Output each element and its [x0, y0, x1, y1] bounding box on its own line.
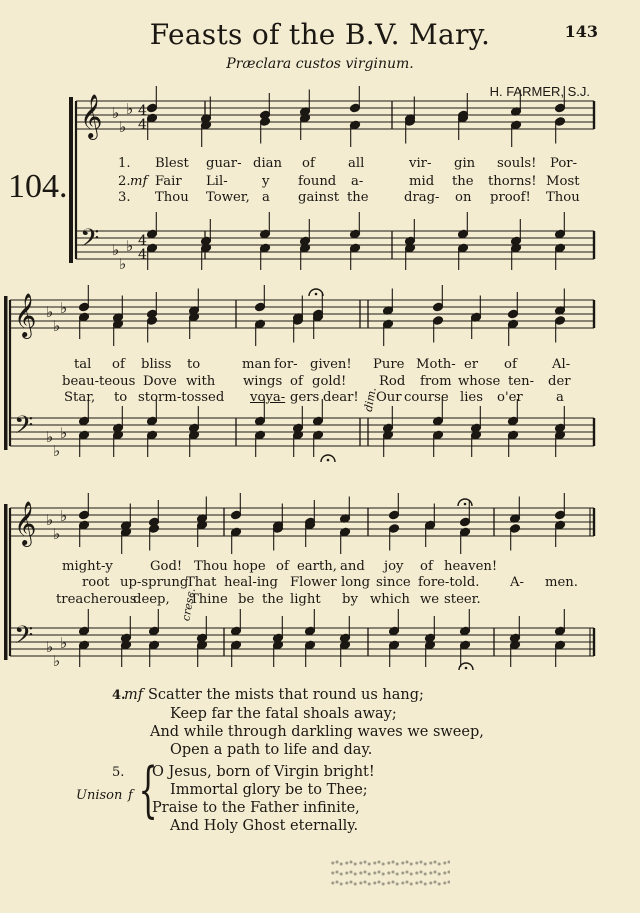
stanza-line: Praise to the Father infinite,	[152, 800, 360, 816]
lyric-word: wings	[243, 374, 283, 389]
lyric-word: which	[370, 592, 410, 607]
fermata-dot	[464, 503, 467, 506]
system-bracket	[69, 97, 73, 263]
lyric-word: Moth-	[416, 357, 456, 372]
lyric-word: Lil-	[206, 174, 228, 189]
lyric-word: the	[262, 592, 284, 607]
dynamic-marking: mf	[130, 174, 148, 189]
lyric-word: on	[455, 190, 472, 205]
lyric-word: of	[302, 156, 315, 171]
flat-symbol: ♭	[112, 241, 120, 259]
flat-symbol: ♭	[126, 100, 134, 118]
lyric-word: er	[464, 357, 479, 372]
lyric-word: and	[340, 559, 365, 574]
lyric-word: found	[298, 174, 337, 189]
tune-name: Præclara custos virginum.	[226, 56, 414, 72]
lyric-word: gainst	[298, 190, 340, 205]
lyric-word: guar-	[206, 156, 242, 171]
time-signature: 4	[138, 103, 147, 119]
hymn-number: 104.	[8, 168, 68, 205]
stanza-line: Open a path to life and day.	[170, 742, 373, 758]
lyric-word: given!	[310, 357, 352, 372]
lyric-word: fore-told.	[418, 575, 480, 590]
verse2-number: 2.	[118, 174, 131, 189]
lyric-word: from	[420, 374, 452, 389]
flat-symbol: ♭	[112, 104, 120, 122]
stanza-line: And Holy Ghost eternally.	[170, 818, 359, 834]
lyric-word: long	[341, 575, 371, 590]
dynamic-marking: f	[128, 788, 133, 803]
flat-symbol: ♭	[126, 237, 134, 255]
dim-marking: dim.	[361, 386, 379, 413]
lyric-word: deep,	[133, 592, 170, 607]
lyric-word: Rod	[379, 374, 406, 389]
lyric-word: a	[556, 390, 564, 405]
unison-marking: Unison	[76, 788, 123, 803]
stanza-line: Immortal glory be to Thee;	[170, 782, 368, 798]
lyric-word: Dove	[143, 374, 177, 389]
lyric-word: vir-	[409, 156, 432, 171]
lyric-word: y	[262, 174, 270, 189]
bass-clef: 𝄢	[14, 411, 34, 446]
flat-symbol: ♭	[60, 299, 68, 317]
lyric-word: Al-	[552, 357, 571, 372]
lyric-word: course	[404, 390, 449, 405]
lyric-word: to	[187, 357, 201, 372]
dynamic-marking: mf	[124, 687, 144, 703]
composer-credit: H. FARMER, S.J.	[489, 84, 590, 99]
hymn-title: Feasts of the B.V. Mary.	[149, 18, 491, 51]
fermata-dot	[465, 667, 468, 670]
flat-symbol: ♭	[46, 638, 54, 656]
lyric-word: Pure	[373, 357, 405, 372]
flat-symbol: ♭	[60, 634, 68, 652]
lyric-word: voya-	[250, 390, 286, 405]
flat-symbol: ♭	[53, 442, 61, 460]
lyric-word: the	[347, 190, 369, 205]
lyric-word: souls!	[497, 156, 537, 171]
lyric-word: joy	[384, 559, 404, 574]
lyric-word: a	[262, 190, 270, 205]
verse1-number: 1.	[118, 156, 131, 171]
lyric-word: lies	[460, 390, 484, 405]
lyric-word: whose	[458, 374, 501, 389]
lyric-word: all	[348, 156, 365, 171]
lyric-word: hope	[233, 559, 266, 574]
lyric-word: of	[290, 374, 303, 389]
lyric-word: Thine	[190, 592, 228, 607]
lyric-word: a-	[351, 174, 364, 189]
lyric-word: root	[82, 575, 110, 590]
lyric-word: of	[276, 559, 289, 574]
treble-clef: 𝄞	[14, 293, 37, 337]
flat-symbol: ♭	[119, 118, 127, 136]
lyric-word: heaven!	[444, 559, 498, 574]
cresc-marking: cresc.	[179, 587, 198, 622]
lyric-word: beau-teous	[62, 374, 136, 389]
stanza-line: Scatter the mists that round us hang;	[148, 687, 424, 703]
lyric-word: treacherous	[56, 592, 137, 607]
lyric-word: Thou	[546, 190, 580, 205]
lyric-word: proof!	[490, 190, 531, 205]
lyric-word: might-y	[62, 559, 113, 574]
lyric-word: o'er	[497, 390, 523, 405]
lyric-word: we	[420, 592, 440, 607]
lyric-word: Most	[546, 174, 580, 189]
lyric-word: God!	[150, 559, 183, 574]
lyric-word: of	[420, 559, 433, 574]
time-signature: 4	[138, 233, 147, 249]
lyric-word: Tower,	[206, 190, 250, 205]
fermata-dot	[327, 459, 330, 462]
lyric-word: heal-ing	[224, 575, 278, 590]
lyric-word: Thou	[155, 190, 189, 205]
flat-symbol: ♭	[46, 303, 54, 321]
lyric-word: That	[186, 575, 217, 590]
lyric-word: be	[238, 592, 255, 607]
flat-symbol: ♭	[53, 525, 61, 543]
flat-symbol: ♭	[46, 428, 54, 446]
lyric-word: up-sprung	[120, 575, 189, 590]
lyric-word: men.	[545, 575, 578, 590]
lyric-word: Por-	[550, 156, 578, 171]
flat-symbol: ♭	[53, 317, 61, 335]
flat-symbol: ♭	[60, 507, 68, 525]
lyric-word: of	[504, 357, 517, 372]
flat-symbol: ♭	[119, 255, 127, 273]
flat-symbol: ♭	[46, 511, 54, 529]
stanza-line: O Jesus, born of Virgin bright!	[152, 764, 375, 780]
bass-clef: 𝄢	[14, 621, 34, 656]
lyric-word: light	[290, 592, 321, 607]
brace-symbol: {	[138, 755, 158, 825]
lyric-word: to	[114, 390, 128, 405]
lyric-word: gin	[454, 156, 476, 171]
lyric-word: Fair	[155, 174, 182, 189]
flat-symbol: ♭	[60, 424, 68, 442]
lyric-word: dian	[253, 156, 283, 171]
lyric-word: man	[242, 357, 271, 372]
lyric-word: by	[342, 592, 358, 607]
system-bracket	[4, 296, 8, 450]
treble-clef: 𝄞	[14, 501, 37, 545]
lyric-word: the	[452, 174, 474, 189]
lyric-word: Blest	[155, 156, 189, 171]
lyric-word: thorns!	[488, 174, 537, 189]
lyric-word: bliss	[141, 357, 172, 372]
lyric-word: gold!	[312, 374, 347, 389]
verse3-number: 3.	[118, 190, 131, 205]
lyric-word: Star,	[64, 390, 96, 405]
stanza-line: Keep far the fatal shoals away;	[170, 706, 397, 722]
lyric-word: A-	[510, 575, 524, 590]
flat-symbol: ♭	[53, 652, 61, 670]
lyric-word: mid	[409, 174, 435, 189]
lyric-word: steer.	[444, 592, 481, 607]
bass-clef: 𝄢	[80, 224, 100, 259]
lyric-word: earth,	[297, 559, 337, 574]
time-signature: 4	[138, 247, 147, 263]
lyric-word: tal	[74, 357, 92, 372]
system-bracket	[4, 504, 8, 660]
lyric-word: Our	[376, 390, 402, 405]
fermata-dot	[315, 293, 318, 296]
lyric-word: since	[376, 575, 411, 590]
lyric-word: der	[548, 374, 571, 389]
lyric-word: of	[112, 357, 125, 372]
lyric-word: with	[186, 374, 216, 389]
lyric-word: for-	[274, 357, 298, 372]
decorative-ornament	[330, 858, 450, 890]
lyric-word: Thou	[194, 559, 228, 574]
treble-clef: 𝄞	[80, 94, 103, 138]
lyric-word: gers	[290, 390, 320, 405]
lyric-word: storm-tossed	[138, 390, 225, 405]
stanza-number: 5.	[112, 765, 125, 780]
lyric-word: drag-	[404, 190, 440, 205]
lyric-word: Flower	[290, 575, 337, 590]
time-signature: 4	[138, 117, 147, 133]
stanza-number: 4.	[112, 688, 126, 703]
lyric-word: ten-	[508, 374, 535, 389]
stanza-line: And while through darkling waves we sweep,	[150, 724, 484, 740]
page-number: 143	[564, 22, 598, 41]
lyric-word: dear!	[323, 390, 359, 405]
